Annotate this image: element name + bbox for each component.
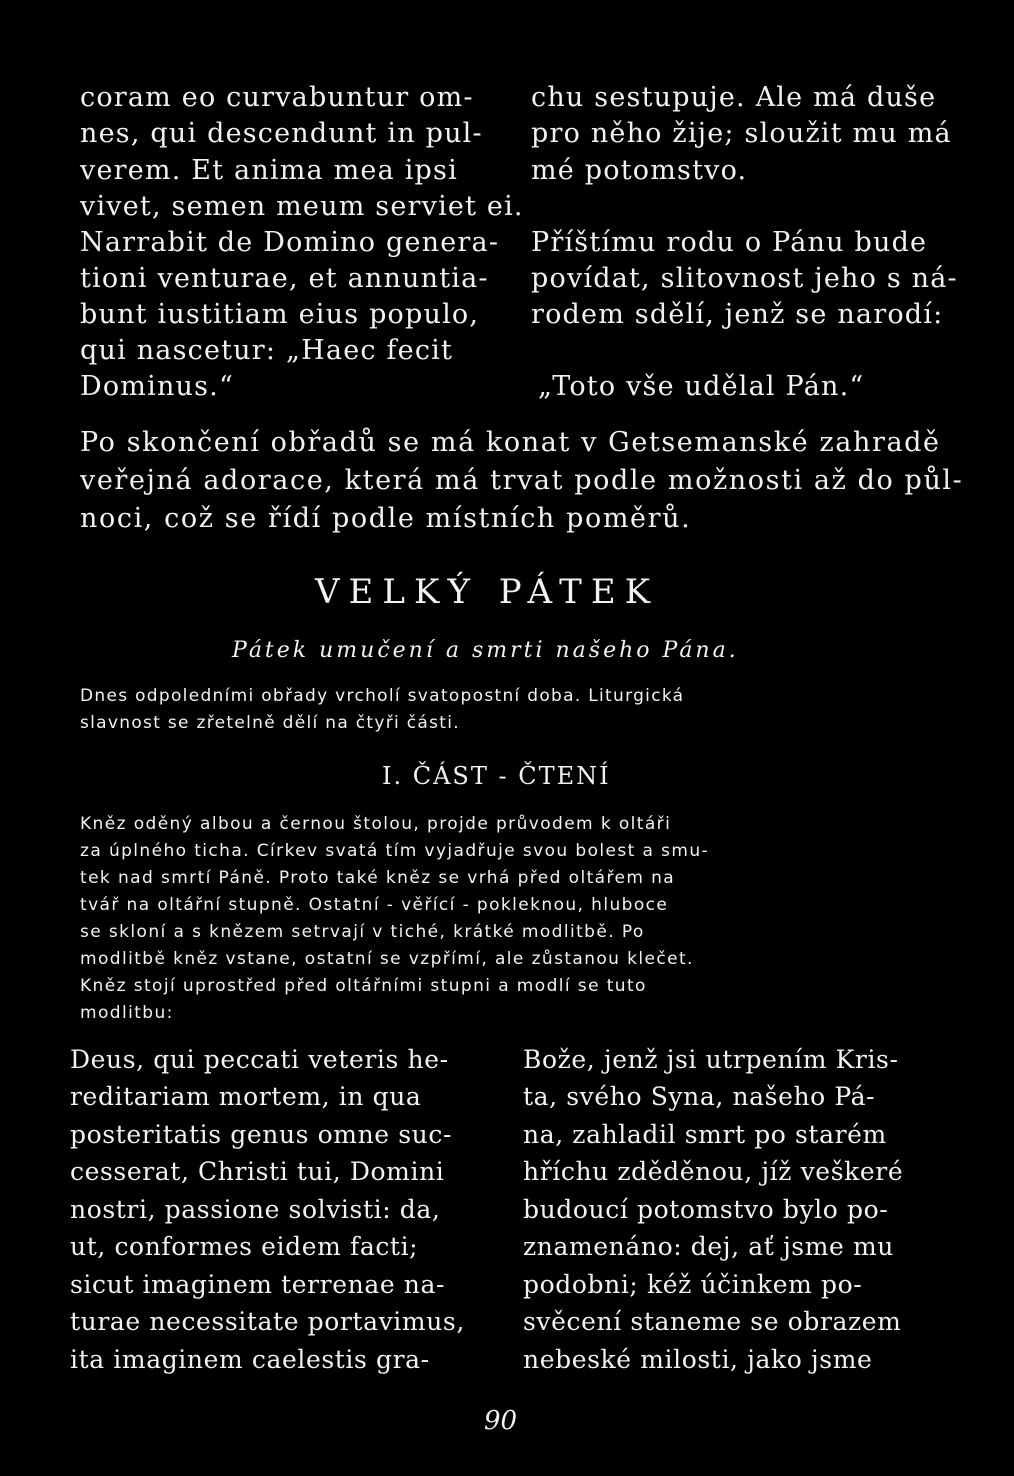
czech-line: pro něho žije; sloužit mu má xyxy=(531,118,952,149)
prayer-czech-line: Bože, jenž jsi utrpením Kris- xyxy=(523,1045,899,1074)
section-heading: I. ČÁST - ČTENÍ xyxy=(382,762,611,790)
prayer-czech-line: ta, svého Syna, našeho Pá- xyxy=(523,1082,876,1111)
latin-line: nes, qui descendunt in pul- xyxy=(80,118,483,149)
paragraph-line: Po skončení obřadů se má konat v Getsemanské zahradě xyxy=(80,427,941,458)
prayer-czech-line: hříchu zděděnou, jíž veškeré xyxy=(523,1157,904,1186)
prayer-latin-line: posteritatis genus omne suc- xyxy=(70,1120,452,1149)
prayer-czech-line: nebeské milosti, jako jsme xyxy=(523,1345,873,1374)
rubric-line: modlitbě kněz vstane, ostatní se vzpřímí, ale zůstanou klečet. xyxy=(80,949,694,969)
intro-line: slavnost se zřetelně dělí na čtyři části. xyxy=(80,713,460,733)
rubric-line: za úplného ticha. Církev svatá tím vyjadřuje svou bolest a smu- xyxy=(80,841,710,861)
rubric-line: tek nad smrtí Páně. Proto také kněz se vrhá před oltářem na xyxy=(80,868,676,888)
czech-line: povídat, slitovnost jeho s ná- xyxy=(531,263,958,294)
prayer-czech-line: na, zahladil smrt po starém xyxy=(523,1120,887,1149)
paragraph-line: noci, což se řídí podle místních poměrů. xyxy=(80,503,692,534)
prayer-latin-line: nostri, passione solvisti: da, xyxy=(70,1195,441,1224)
prayer-latin-line: cesserat, Christi tui, Domini xyxy=(70,1157,445,1186)
prayer-latin-line: reditariam mortem, in qua xyxy=(70,1082,422,1111)
page-heading: VELKÝ PÁTEK xyxy=(315,572,660,612)
latin-line: tioni venturae, et annuntia- xyxy=(80,263,489,294)
intro-line: Dnes odpoledními obřady vrcholí svatopostní doba. Liturgická xyxy=(80,686,685,706)
latin-line: Dominus.“ xyxy=(80,371,234,402)
prayer-latin-line: turae necessitate portavimus, xyxy=(70,1307,465,1336)
czech-line: chu sestupuje. Ale má duše xyxy=(531,82,937,113)
prayer-latin-line: sicut imaginem terrenae na- xyxy=(70,1270,446,1299)
prayer-czech-line: budoucí potomstvo bylo po- xyxy=(523,1195,889,1224)
latin-line: bunt iustitiam eius populo, xyxy=(80,299,480,330)
rubric-line: Kněz oděný albou a černou štolou, projde průvodem k oltáři xyxy=(80,814,672,834)
rubric-line: Kněz stojí uprostřed před oltářními stupni a modlí se tuto xyxy=(80,976,647,996)
prayer-latin-line: ita imaginem caelestis gra- xyxy=(70,1345,430,1374)
prayer-latin-line: Deus, qui peccati veteris he- xyxy=(70,1045,449,1074)
czech-line: mé potomstvo. xyxy=(531,155,748,186)
czech-line: rodem sdělí, jenž se narodí: xyxy=(531,299,944,330)
prayer-czech-line: znamenáno: dej, ať jsme mu xyxy=(523,1232,894,1261)
latin-line: vivet, semen meum serviet ei. xyxy=(80,191,524,222)
latin-line: qui nascetur: „Haec fecit xyxy=(80,335,454,366)
prayer-czech-line: svěcení staneme se obrazem xyxy=(523,1307,902,1336)
czech-line: Příštímu rodu o Pánu bude xyxy=(531,227,928,258)
page-subtitle: Pátek umučení a smrti našeho Pána. xyxy=(232,638,739,663)
paragraph-line: veřejná adorace, která má trvat podle možnosti až do půl- xyxy=(80,465,964,496)
rubric-line: modlitbu: xyxy=(80,1003,174,1023)
rubric-line: se skloní a s knězem setrvají v tiché, krátké modlitbě. Po xyxy=(80,922,645,942)
prayer-latin-line: ut, conformes eidem facti; xyxy=(70,1232,419,1261)
page-number: 90 xyxy=(484,1406,518,1436)
latin-line: coram eo curvabuntur om- xyxy=(80,82,474,113)
latin-line: Narrabit de Domino genera- xyxy=(80,227,500,258)
prayer-czech-line: podobni; kéž účinkem po- xyxy=(523,1270,863,1299)
rubric-line: tvář na oltářní stupně. Ostatní - věřící - pokleknou, hluboce xyxy=(80,895,669,915)
latin-line: verem. Et anima mea ipsi xyxy=(80,155,458,186)
czech-line: „Toto vše udělal Pán.“ xyxy=(538,371,865,402)
